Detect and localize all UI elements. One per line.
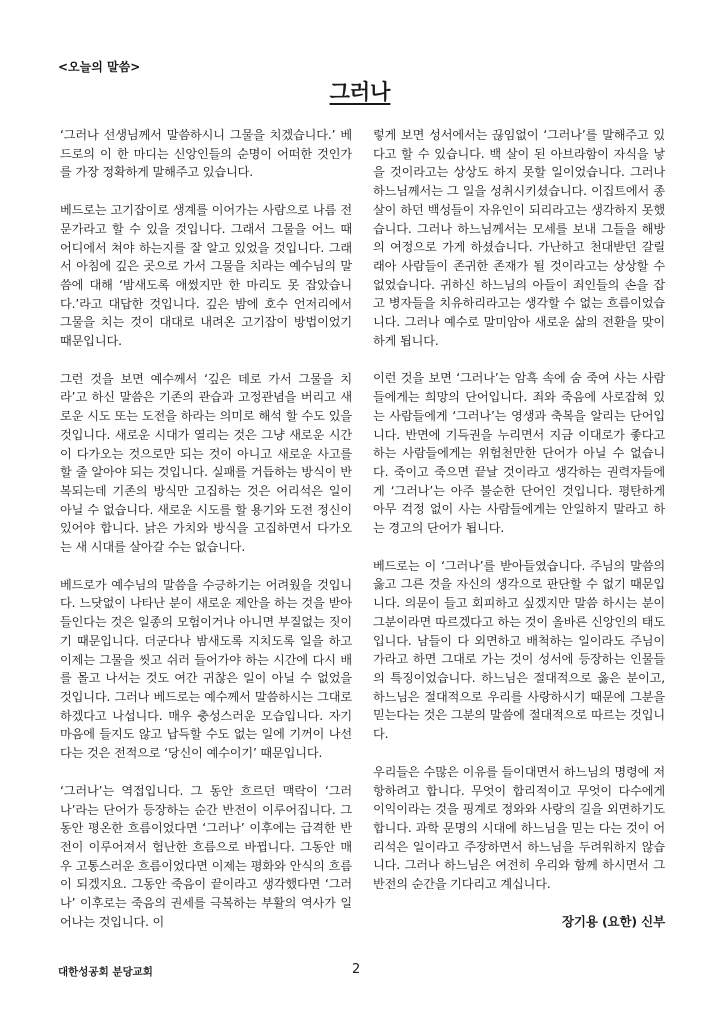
paragraph: ‘그러나 선생님께서 말씀하시니 그물을 치겠습니다.’ 베드로의 이 한 마디는 신앙인들의 순명이 어떠한 것인가를 가장 정확하게 말해주고 있습니다. bbox=[60, 128, 352, 180]
paragraph: 이런 것을 보면 ‘그러나’는 암흑 속에 숨 죽여 사는 사람들에게는 희망의 단어입니다. 죄와 죽음에 사로잡혀 있는 사람들에게 ‘그러나’는 영생과 축복을 알리는 단어입니다. 반면에 기득권을 누리면서 지금 이대로가 좋다고 하는 사람들에게는 위험천만한 단어가 아닐 수 없습니다. 죽이고 죽으면 끝날 것이라고 생각하는 권력자들에게 ‘그러나’는 아주 불순한 단어인 것입니다. 평탄하게 아무 걱정 없이 사는 사람들에게는 안일하지 말라고 하는 경고의 단어가 됩니다. bbox=[373, 371, 665, 536]
right-column bbox=[373, 126, 665, 931]
paragraph: 베드로는 이 ‘그러나’를 받아들였습니다. 주님의 말씀의 옳고 그른 것을 자신의 생각으로 판단할 수 없기 때문입니다. 의문이 들고 회피하고 싶겠지만 말씀 하시는 분이 그분이라면 따르겠다고 하는 것이 올바른 신앙인의 태도입니다. 남들이 다 외면하고 배척하는 일이라도 주님이 가라고 하면 그대로 가는 것이 성서에 등장하는 인물들의 특징이었습니다. 하느님은 절대적으로 옳은 분이고, 하느님은 절대적으로 우리를 사랑하시기 때문에 그분을 믿는다는 것은 그분의 말씀에 절대적으로 따르는 것입니다. bbox=[373, 558, 665, 742]
paragraph: ‘그러나’는 역접입니다. 그 동안 흐르던 맥락이 ‘그러나’라는 단어가 등장하는 순간 반전이 이루어집니다. 그동안 평온한 흐름이었다면 ‘그러나’ 이후에는 급격한 반전이 이루어져서 험난한 흐름으로 바뀝니다. 그동안 매우 고통스러운 흐름이었다면 이제는 평화와 안식의 흐름이 되겠지요. 그동안 죽음이 끝이라고 생각했다면 ‘그러나’ 이후로는 죽음의 권세를 극복하는 부활의 역사가 일어나는 것입니다. 이 bbox=[60, 783, 352, 929]
paragraph: 베드로가 예수님의 말씀을 수긍하기는 어려웠을 것입니다. 느닷없이 나타난 분이 새로운 제안을 하는 것을 받아들인다는 것은 일종의 모험이거나 아니면 부질없는 짓이기 때문입니다. 더군다나 밤새도록 지치도록 일을 하고 이제는 그물을 씻고 쉬러 들어가야 하는 시간에 다시 배를 몰고 나서는 것도 여간 귀찮은 일이 아닐 수 없었을 것입니다. 그러나 베드로는 예수께서 말씀하시는 그대로 하겠다고 나섭니다. 매우 충성스러운 모습입니다. 자기 마음에 들지도 않고 납득할 수도 없는 일에 기꺼이 나선다는 것은 전적으로 ‘당신이 예수이기’ 때문입니다. bbox=[60, 577, 352, 761]
paragraph: 우리들은 수많은 이유를 들이대면서 하느님의 명령에 저항하려고 합니다. 무엇이 합리적이고 무엇이 다수에게 이익이라는 것을 핑계로 정와와 사랑의 길을 외면하기도 합니다. 과학 문명의 시대에 하느님을 믿는 다는 것이 어리석은 일이라고 주장하면서 하느님을 두려워하지 않습니다. 그러나 하느님은 여전히 우리와 함께 하시면서 그 반전의 순간을 기다리고 계십니다. bbox=[373, 764, 665, 892]
paragraph: 그런 것을 보면 예수께서 ‘깊은 데로 가서 그물을 치라’고 하신 말씀은 기존의 관습과 고정관념을 버리고 새로운 시도 또는 도전을 하라는 의미로 해석 할 수도 있을 것입니다. 새로운 시대가 열리는 것은 그냥 새로운 시간이 다가오는 것으로만 되는 것이 아니고 새로운 사고를 할 줄 알아야 되는 것입니다. 실패를 거듭하는 방식이 반복되는데 기존의 방식만 고집하는 것은 어리석은 일이 아닐 수 없습니다. 새로운 시도를 할 용기와 도전 정신이 있어야 합니다. 낡은 가치와 방식을 고집하면서 다가오는 새 시대를 살아갈 수는 없습니다. bbox=[60, 371, 352, 555]
title-wrapper bbox=[0, 76, 720, 106]
paragraph: 베드로는 고기잡이로 생계를 이어가는 사람으로 나름 전문가라고 할 수 있을 것입니다. 그래서 그물을 어느 때 어디에서 쳐야 하는지를 잘 알고 있었을 것입니다. 그래서 아침에 깊은 곳으로 가서 그물을 치라는 예수님의 말씀에 대해 ‘밤새도록 애썼지만 한 마리도 못 잡았습니다.’라고 대답한 것입니다. 깊은 밤에 호수 언저리에서 그물을 치는 것이 대대로 내려온 고기잡이 방법이었기 때문입니다. bbox=[60, 203, 352, 349]
page-title: 그러나 bbox=[329, 80, 391, 104]
page-number: 2 bbox=[352, 962, 361, 977]
paragraph: 렇게 보면 성서에서는 끊임없이 ‘그러나’를 말해주고 있다고 할 수 있습니다. 백 살이 된 아브라함이 자식을 낳을 것이라고는 상상도 하지 못할 일이었습니다. 그러나 하느님께서는 그 일을 성취시키셨습니다. 이집트에서 종살이 하던 백성들이 자유인이 되리라고는 생각하지 못했습니다. 그러나 하느님께서는 모세를 보내 그들을 해방의 여정으로 가게 하셨습니다. 가난하고 천대받던 갈릴래아 사람들이 존귀한 존재가 될 것이라고는 상상할 수 없었습니다. 귀하신 하느님의 아들이 죄인들의 손을 잡고 병자들을 치유하리라고는 생각할 수 없는 흐름이었습니다. 그러나 예수로 말미암아 새로운 삶의 전환을 맞이하게 됩니다. bbox=[373, 128, 665, 348]
author-signature: 장기용 (요한) 신부 bbox=[561, 913, 665, 929]
footer-church-name: 대한성공회 분당교회 bbox=[58, 966, 153, 978]
left-column bbox=[60, 126, 352, 950]
section-label: <오늘의 말씀> bbox=[58, 60, 141, 74]
